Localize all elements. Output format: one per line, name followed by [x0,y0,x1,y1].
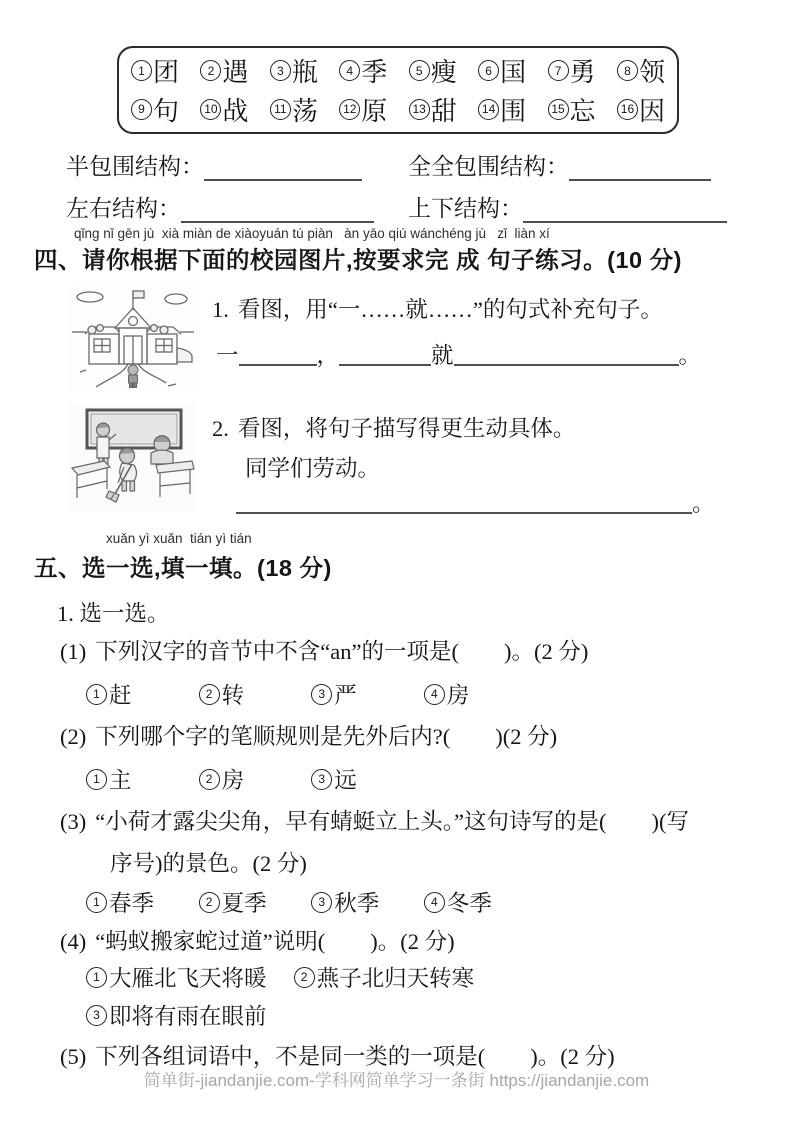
classroom-illustration [70,404,196,512]
option-label: 大雁北飞天将暖 [109,966,267,991]
char-item [339,52,387,89]
option-label: 即将有雨在眼前 [109,1004,267,1029]
full-enclosure-row [408,148,711,181]
left-right-row [66,190,374,223]
char-item [270,91,318,128]
char-item [131,91,179,128]
q5-3-number: (3) [60,809,87,834]
q1-prompt: 看图，用“一……就……”的句式补充句子。 [237,297,663,322]
character-bank-box [117,46,679,134]
circled-number: 10 [200,99,221,120]
circled-number: 2 [199,769,220,790]
option-item [86,886,193,918]
option-item [311,763,357,795]
footer-watermark: 简单街-jiandanjie.com-学科网简单学习一条街 https://jiandanjie.com [143,1071,650,1090]
q5-2-line [60,719,557,751]
option-label: 房 [446,683,470,708]
q1-fill-jiu: 就 [431,343,454,368]
character-bank-row-2 [131,91,665,128]
q5-4-text: “蚂蚁搬家蛇过道”说明( )。(2 分) [95,929,455,954]
circled-number: 2 [199,684,220,705]
q5-4-line [60,924,455,956]
option-label: 燕子北归天转寒 [316,966,475,991]
char-item [409,52,457,89]
q5-4-options-row2 [86,999,267,1031]
section4-pinyin: qǐng nǐ gēn jù xià miàn de xiàoyuán tú piàn àn yāo qiú wánchéng jù zǐ liàn xí [74,226,550,241]
q5-1-options [86,678,469,710]
option-item [424,678,470,710]
q2-sentence: 同学们劳动。 [245,456,381,481]
q5-5-number: (5) [60,1044,87,1069]
q5-3-options [86,886,492,918]
circled-number: 15 [548,99,569,120]
q5-2-number: (2) [60,724,87,749]
option-label: 冬季 [446,891,492,916]
circled-number: 3 [311,892,332,913]
char-glyph: 甜 [430,96,457,126]
circled-number: 2 [199,892,220,913]
char-item [200,52,248,89]
char-glyph: 忘 [569,96,596,126]
circled-number: 1 [86,769,107,790]
circled-number: 1 [86,684,107,705]
circled-number: 6 [478,60,499,81]
q5-5-text: 下列各组词语中，不是同一类的一项是( )。(2 分) [95,1044,615,1069]
q5-3-text-line1: “小荷才露尖尖角，早有蜻蜓立上头。”这句诗写的是( )(写 [95,809,689,834]
option-label: 秋季 [334,891,380,916]
char-glyph: 瓶 [291,58,318,88]
q1-prompt-line [212,292,663,324]
q5-4-options-row1 [86,961,474,993]
circled-number: 12 [339,99,360,120]
circled-number: 1 [86,967,107,988]
option-item [199,763,306,795]
circled-number: 1 [86,892,107,913]
q1-fill-comma: ， [316,343,340,368]
section5-title: 五、选一选,填一填。(18 分) [34,555,332,581]
option-item [86,999,267,1031]
half-enclosure-label: 半包围结构： [66,154,204,179]
circled-number: 11 [270,99,291,120]
full-enclosure-label: 全全包围结构： [408,154,569,179]
character-bank-row-1 [131,52,665,89]
q2-fill-period: 。 [692,491,715,516]
answer-blank[interactable] [239,340,317,366]
char-item [548,91,596,128]
option-label: 春季 [109,891,155,916]
char-glyph: 国 [500,58,527,88]
option-label: 转 [221,683,245,708]
q5-2-text: 下列哪个字的笔顺规则是先外后内?( )(2 分) [95,724,558,749]
char-glyph: 原 [361,96,388,126]
char-item [617,91,665,128]
option-item [86,961,288,993]
char-item [200,91,248,128]
section4-title: 四、请你根据下面的校园图片,按要求完 成 句子练习。(10 分) [34,247,682,273]
answer-blank[interactable] [236,486,692,514]
section5-pinyin: xuǎn yì xuǎn tián yì tián [106,531,252,546]
char-glyph: 遇 [222,58,249,88]
answer-blank[interactable] [181,194,374,223]
q5-4-number: (4) [60,929,87,954]
half-enclosure-row [66,148,362,181]
option-item [86,678,193,710]
circled-number: 16 [617,99,638,120]
answer-blank[interactable] [454,340,679,366]
circled-number: 3 [270,60,291,81]
q5-1-line [60,634,588,666]
circled-number: 13 [409,99,430,120]
school-illustration [68,286,198,390]
char-glyph: 荡 [291,96,318,126]
char-glyph: 季 [361,58,388,88]
answer-blank[interactable] [523,194,727,223]
q5-3-text-line2: 序号)的景色。(2 分) [110,851,307,876]
q2-prompt: 看图，将句子描写得更生动具体。 [237,416,576,441]
answer-blank[interactable] [339,340,431,366]
circled-number: 1 [131,60,152,81]
q1-number: 1. [212,297,229,322]
circled-number: 7 [548,60,569,81]
option-label: 夏季 [221,891,267,916]
answer-blank[interactable] [204,152,362,181]
option-label: 远 [334,768,357,793]
q2-prompt-line [212,411,575,443]
option-item [199,678,306,710]
q5-1-text: 下列汉字的音节中不含“an”的一项是( )。(2 分) [95,639,589,664]
char-item [478,52,526,89]
circled-number: 2 [200,60,221,81]
q1-fill-line [216,338,701,370]
q2-answer-line [236,486,715,518]
circled-number: 9 [131,99,152,120]
char-item [131,52,179,89]
char-item [617,52,665,89]
option-label: 严 [334,683,357,708]
circled-number: 4 [424,892,445,913]
circled-number: 4 [424,684,445,705]
q5-3-line2 [110,846,307,878]
q1-fill-period: 。 [678,343,702,368]
char-glyph: 瘦 [430,58,457,88]
circled-number: 3 [311,769,332,790]
q5-3-line1 [60,804,689,836]
option-label: 房 [221,768,245,793]
option-item [311,886,418,918]
circled-number: 5 [409,60,430,81]
char-item [548,52,596,89]
q5-2-options [86,763,357,795]
q1-fill-prefix: 一 [216,343,239,368]
answer-blank[interactable] [569,152,711,181]
char-item [478,91,526,128]
option-item [86,763,193,795]
char-glyph: 围 [500,96,527,126]
q5-1-number: (1) [60,639,87,664]
circled-number: 4 [339,60,360,81]
option-item [424,886,492,918]
char-item [409,91,457,128]
top-bottom-row [408,190,727,223]
option-item [311,678,418,710]
sub1-heading: 1. 选一选。 [57,601,170,626]
option-item [199,886,306,918]
option-item [294,961,475,993]
char-glyph: 团 [153,58,180,88]
circled-number: 3 [86,1005,107,1026]
q2-sentence-line [245,451,380,483]
circled-number: 14 [478,99,499,120]
option-label: 主 [109,768,132,793]
char-glyph: 句 [153,96,180,126]
circled-number: 3 [311,684,332,705]
char-glyph: 因 [638,96,665,126]
char-glyph: 勇 [569,58,596,88]
q2-number: 2. [212,416,229,441]
left-right-label: 左右结构： [66,196,181,221]
option-label: 赶 [109,683,132,708]
char-glyph: 领 [638,58,665,88]
top-bottom-label: 上下结构： [408,196,523,221]
circled-number: 2 [294,967,315,988]
char-item [339,91,387,128]
circled-number: 8 [617,60,638,81]
char-item [270,52,318,89]
char-glyph: 战 [222,96,249,126]
